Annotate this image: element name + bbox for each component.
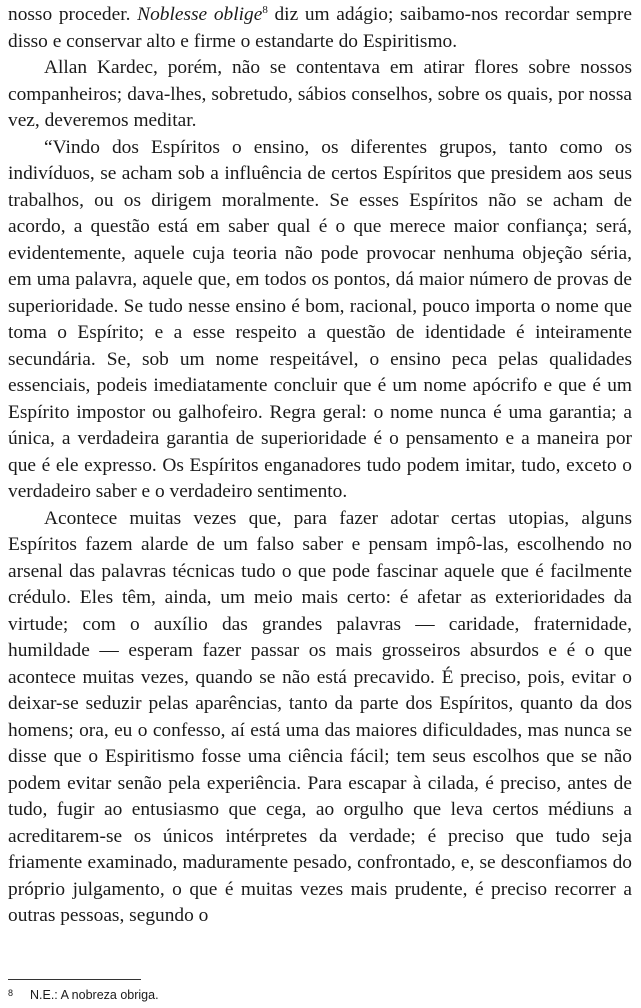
footnote-text: N.E.: A nobreza obriga. (30, 988, 159, 1002)
italic-phrase: Noblesse oblige (137, 4, 263, 25)
footnote-divider (8, 979, 141, 980)
body-text (8, 2, 632, 930)
paragraph-4: Acontece muitas vezes que, para fazer adotar certas utopias, alguns Espíritos fazem alarde de um falso saber e pensam impô-las, escolhendo no arsenal das palavras técnicas tudo o que pode fascinar aquele que é facilmente crédulo. Eles têm, ainda, um meio mais certo: é afetar as exterioridades da virtude; com o auxílio das grandes palavras — caridade, fraternidade, humildade — esperam fazer passar os mais grosseiros absurdos e é o que acontece muitas vezes, quando se não está precavido. É preciso, pois, evitar o deixar-se seduzir pelas aparências, tanto da parte dos Espíritos, quanto da dos homens; ora, eu o confesso, aí está uma das maiores dificuldades, mas nunca se disse que o Espiritismo fosse uma ciência fácil; tem seus escolhos que se não podem evitar senão pela experiência. Para escapar à cilada, é preciso, antes de tudo, fugir ao entusiasmo que cega, ao orgulho que leva certos médiuns a acreditarem-se os únicos intérpretes da verdade; é preciso que tudo seja friamente examinado, maduramente pesado, confrontado, e, se desconfiamos do próprio julgamento, o que é muitas vezes mais prudente, é preciso recorrer a outras pessoas, segundo o (8, 507, 632, 926)
paragraph-1-end: diz um adágio; saibamo-nos recordar sempre disso e conservar alto e firme o estandarte do Espiritismo. (8, 4, 632, 52)
paragraph-2: Allan Kardec, porém, não se contentava em atirar flores sobre nossos companheiros; dava-lhes, sobretudo, sábios conselhos, sobre os quais, por nossa vez, deveremos meditar. (8, 57, 632, 131)
paragraph-1 (8, 2, 632, 55)
paragraph-1-start: nosso proceder. (8, 4, 138, 25)
footnote-number: 8 (8, 988, 14, 998)
paragraph-3: “Vindo dos Espíritos o ensino, os diferentes grupos, tanto como os indivíduos, se acham sob a influência de certos Espíritos que presidem aos seus trabalhos, ou os dirigem moralmente. Se esses Espíritos não se acham de acordo, a questão está em saber qual é o que merece maior confiança; será, evidentemente, aquele cuja teoria não pode provocar nenhuma objeção séria, em uma palavra, aquele que, em todos os pontos, dá maior número de provas de superioridade. Se tudo nesse ensino é bom, racional, pouco importa o nome que toma o Espírito; e a esse respeito a questão de identidade é inteiramente secundária. Se, sob um nome respeitável, o ensino peca pelas qualidades essenciais, podeis imediatamente concluir que é um nome apócrifo e que é um Espírito impostor ou galhofeiro. Regra geral: o nome nunca é uma garantia; a única, a verdadeira garantia de superioridade é o pensamento e a maneira por que é ele expresso. Os Espíritos enganadores tudo podem imitar, tudo, exceto o verdadeiro saber e o verdadeiro sentimento. (8, 136, 632, 502)
footnote (8, 985, 159, 1003)
footnote-ref[interactable]: 8 (262, 4, 268, 16)
page-body (8, 0, 632, 930)
